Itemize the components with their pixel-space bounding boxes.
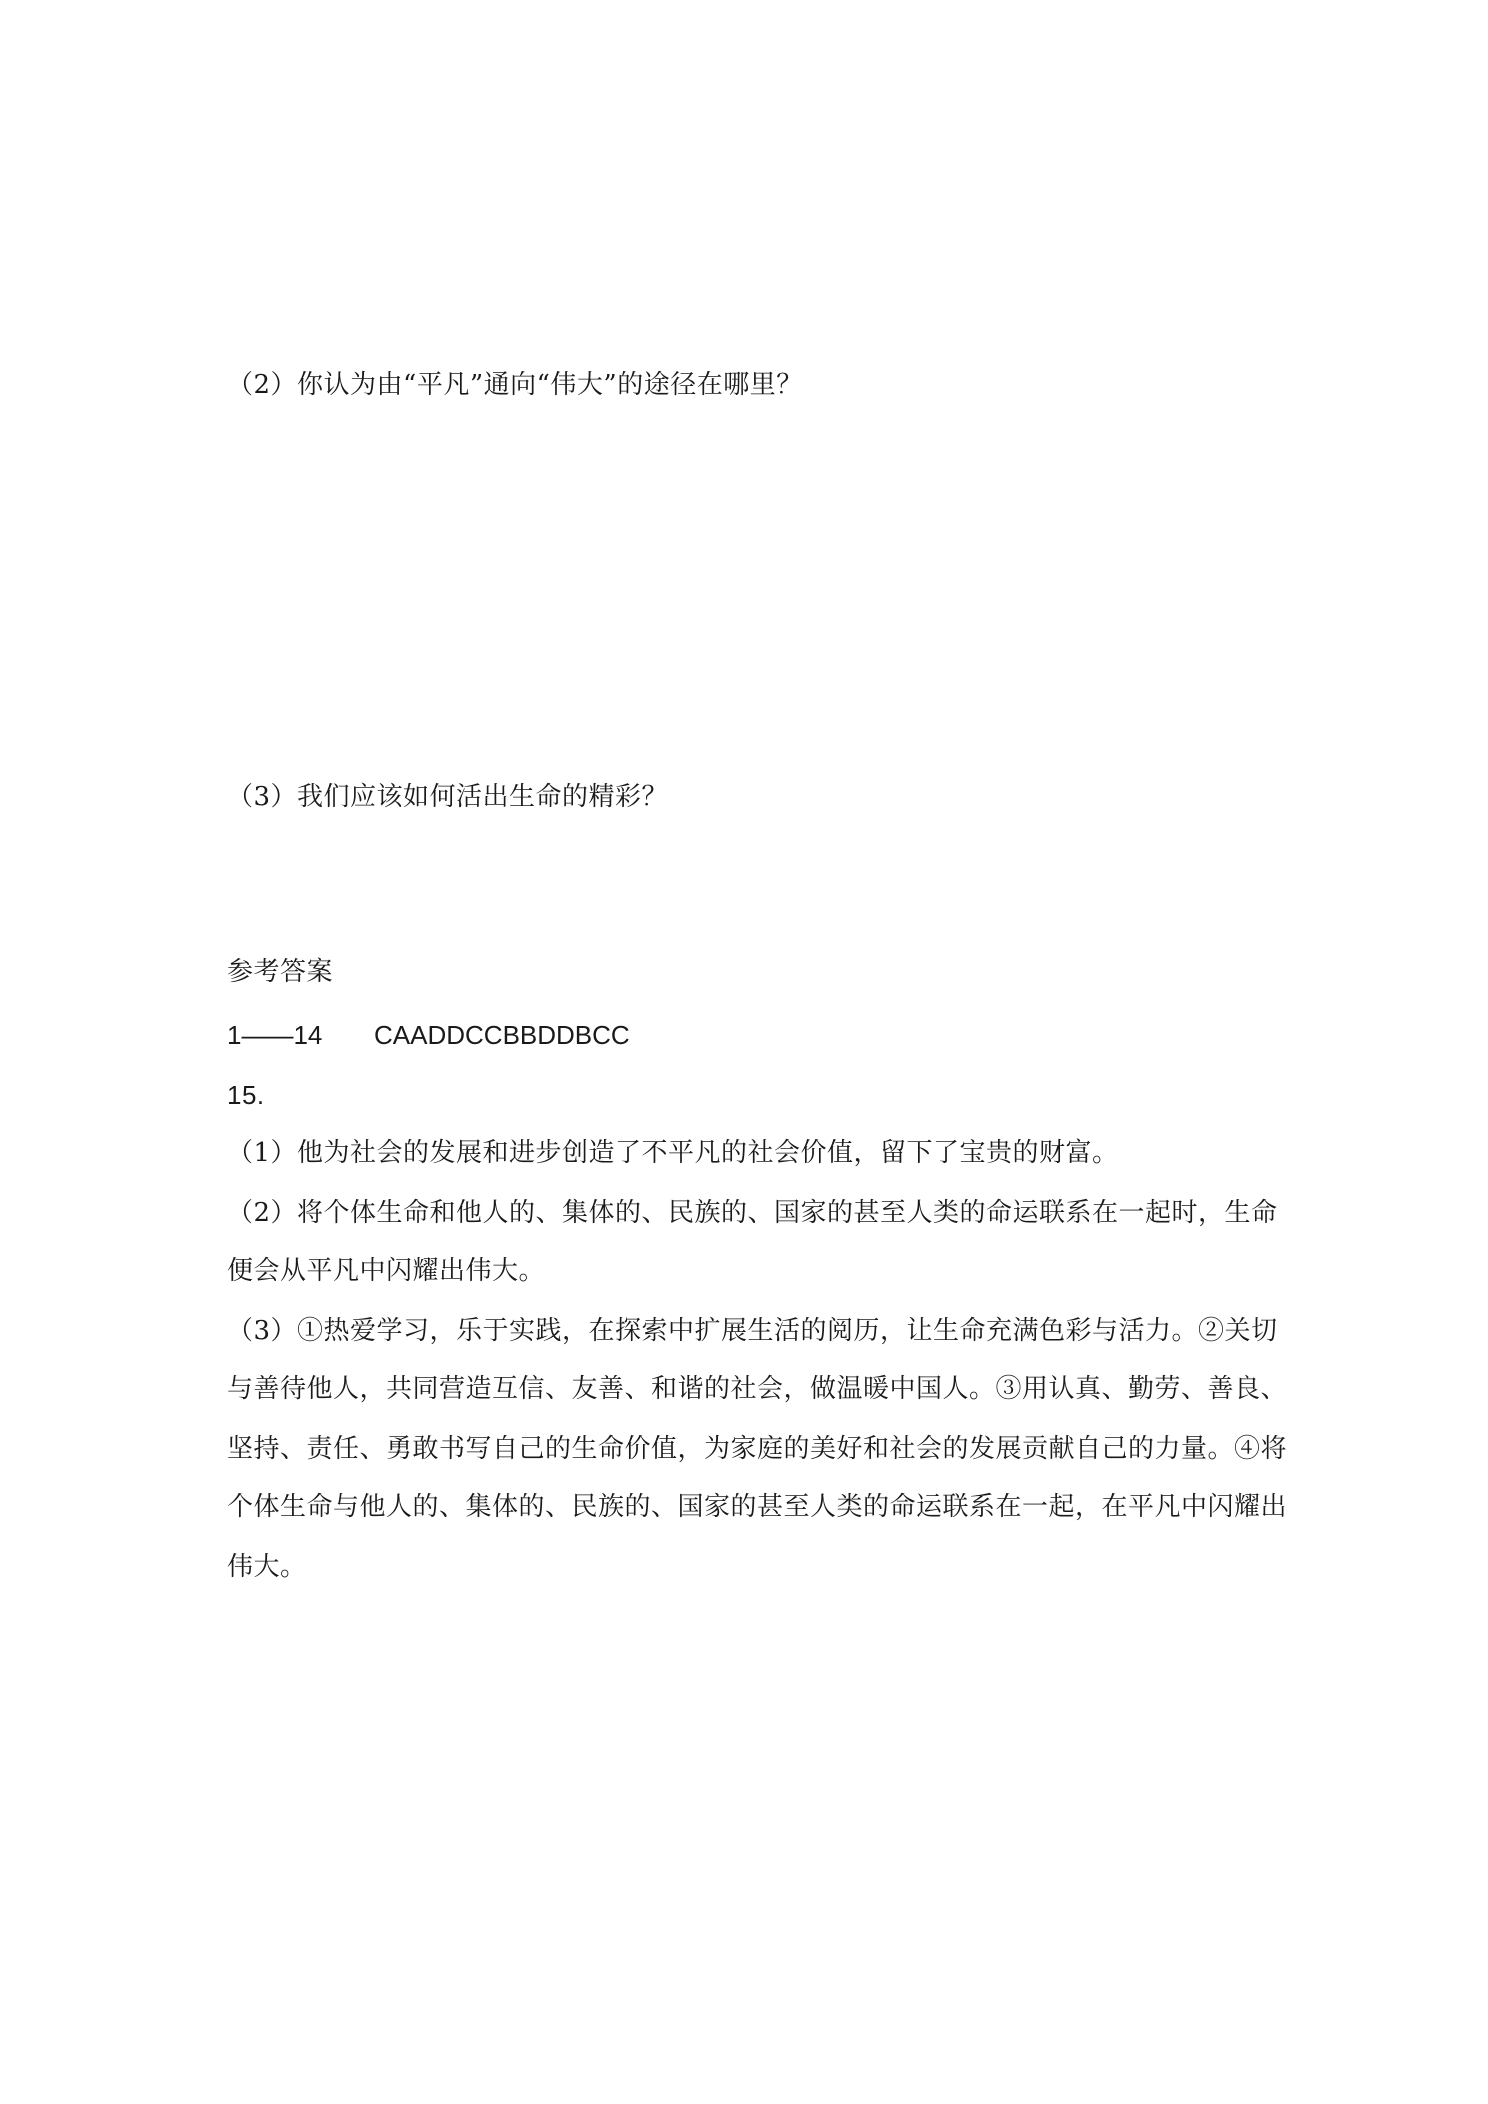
choice-range: 1——14 — [227, 1020, 323, 1050]
answer-15-3-line-2: 与善待他人，共同营造互信、友善、和谐的社会，做温暖中国人。③用认真、勤劳、善良、 — [227, 1374, 1288, 1404]
answer-15-1: （1）他为社会的发展和进步创造了不平凡的社会价值，留下了宝贵的财富。 — [227, 1138, 1119, 1168]
choice-answer-key — [227, 1018, 630, 1052]
answer-15-3-line-5: 伟大。 — [227, 1552, 307, 1582]
answer-15-2-line-2: 便会从平凡中闪耀出伟大。 — [227, 1256, 546, 1286]
question-15-label: 15. — [227, 1080, 265, 1110]
question-2: （2）你认为由“平凡”通向“伟大”的途径在哪里？ — [227, 370, 803, 400]
answers-heading: 参考答案 — [227, 957, 334, 987]
choice-key: CAADDCCBBDDBCC — [374, 1020, 630, 1050]
answer-15-3-line-4: 个体生命与他人的、集体的、民族的、国家的甚至人类的命运联系在一起，在平凡中闪耀出 — [227, 1492, 1288, 1522]
answer-15-2-line-1: （2）将个体生命和他人的、集体的、民族的、国家的甚至人类的命运联系在一起时，生命 — [227, 1198, 1278, 1228]
answer-15-3-line-3: 坚持、责任、勇敢书写自己的生命价值，为家庭的美好和社会的发展贡献自己的力量。④将 — [227, 1434, 1288, 1464]
question-3: （3）我们应该如何活出生命的精彩？ — [227, 782, 669, 812]
answer-15-3-line-1: （3）①热爱学习，乐于实践，在探索中扩展生活的阅历，让生命充满色彩与活力。②关切 — [227, 1316, 1278, 1346]
